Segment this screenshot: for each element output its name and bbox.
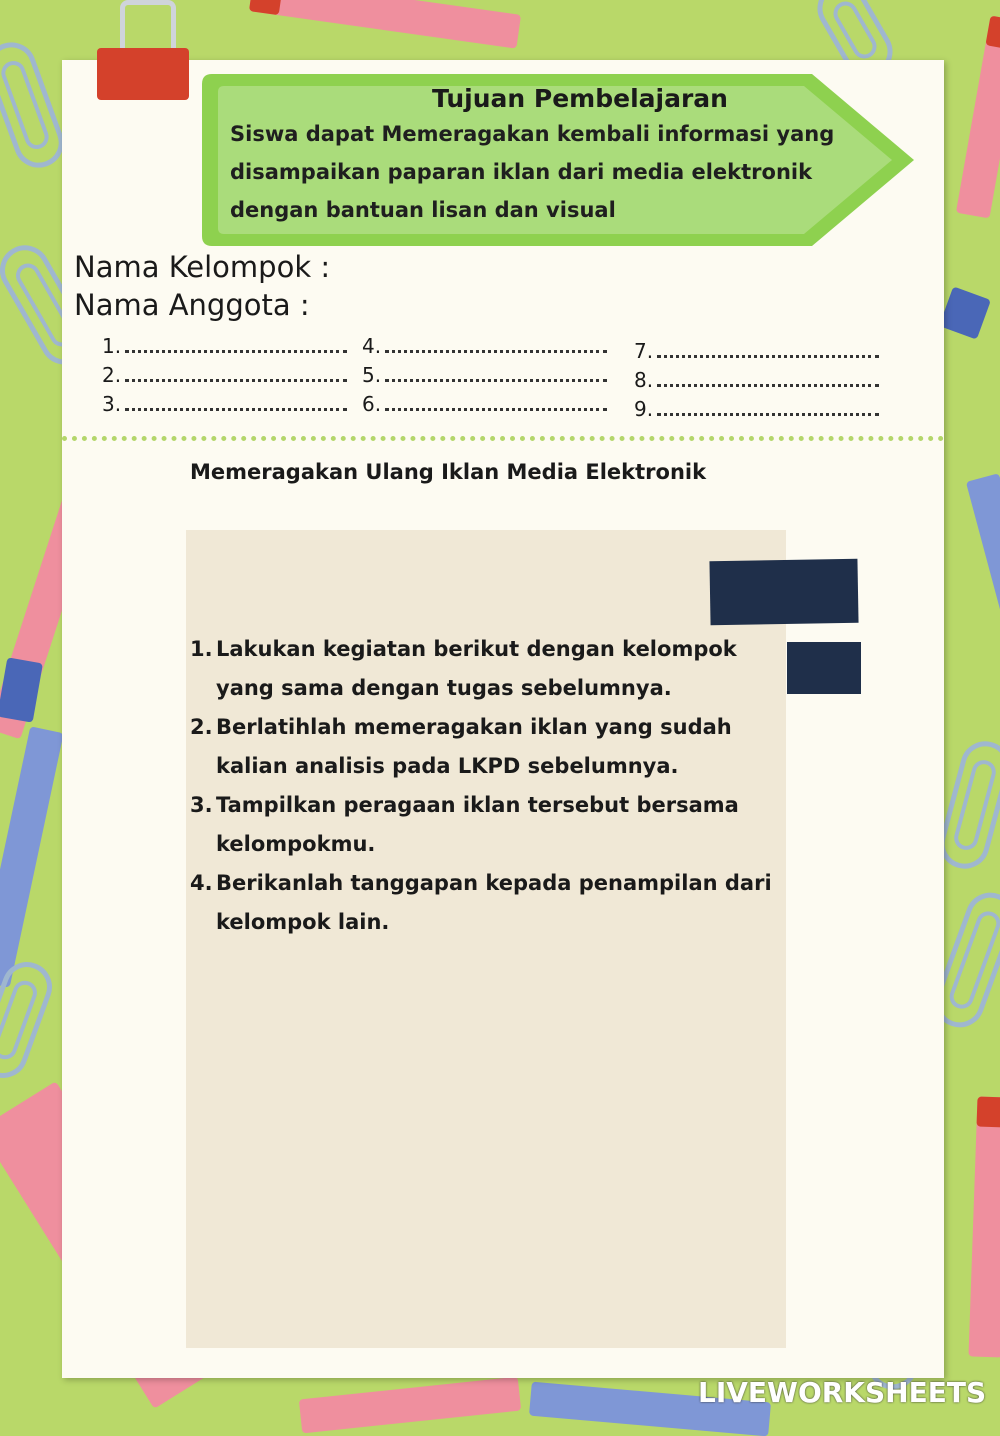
member-blank[interactable] (385, 336, 607, 353)
member-blank[interactable] (125, 394, 347, 411)
pencil-bottom-icon (299, 1377, 521, 1434)
step-text: Berikanlah tanggapan kepada penampilan dari kelompok lain. (216, 871, 772, 934)
step-item (190, 708, 800, 786)
step-text: Tampilkan peragaan iklan tersebut bersama kelompokmu. (216, 793, 739, 856)
group-name-label: Nama Kelompok : (74, 250, 331, 284)
member-row-8[interactable] (634, 368, 879, 392)
tape-strip-icon (709, 559, 858, 626)
member-row-5[interactable] (362, 363, 607, 387)
member-number: 7. (634, 339, 654, 363)
paper-clip-icon (0, 35, 71, 174)
section-divider (62, 436, 944, 441)
activity-title: Memeragakan Ulang Iklan Media Elektronik (190, 460, 707, 484)
binder-clip-left-icon (0, 657, 43, 722)
objective-content (230, 84, 910, 229)
group-members-label: Nama Anggota : (74, 288, 310, 322)
member-number: 1. (102, 334, 122, 358)
step-number: 3. (190, 793, 213, 817)
member-blank[interactable] (657, 341, 879, 358)
member-row-1[interactable] (102, 334, 347, 358)
member-blank[interactable] (657, 399, 879, 416)
binder-clip-right-icon (939, 286, 991, 339)
step-number: 2. (190, 715, 213, 739)
step-item (190, 786, 800, 864)
member-number: 3. (102, 392, 122, 416)
pencil-left-blue-icon (0, 726, 64, 987)
step-item (190, 630, 800, 708)
pencil-right-top-icon (956, 16, 1000, 219)
member-row-4[interactable] (362, 334, 607, 358)
binder-clip-icon (97, 48, 189, 100)
member-blank[interactable] (125, 336, 347, 353)
member-blank[interactable] (657, 370, 879, 387)
member-row-2[interactable] (102, 363, 347, 387)
step-number: 4. (190, 871, 213, 895)
member-number: 5. (362, 363, 382, 387)
member-row-6[interactable] (362, 392, 607, 416)
pencil-top-icon (249, 0, 521, 49)
member-number: 4. (362, 334, 382, 358)
member-blank[interactable] (385, 365, 607, 382)
objective-title: Tujuan Pembelajaran (432, 84, 728, 113)
pencil-right-bottom-icon (968, 1096, 1000, 1357)
member-number: 2. (102, 363, 122, 387)
paper-clip-icon (0, 955, 59, 1085)
activity-steps (190, 630, 800, 942)
member-number: 8. (634, 368, 654, 392)
step-text: Berlatihlah memeragakan iklan yang sudah kalian analisis pada LKPD sebelumnya. (216, 715, 732, 778)
member-number: 9. (634, 397, 654, 421)
member-row-7[interactable] (634, 339, 879, 363)
liveworksheets-brand[interactable]: LIVEWORKSHEETS (698, 1376, 987, 1409)
step-number: 1. (190, 637, 213, 661)
member-number: 6. (362, 392, 382, 416)
member-blank[interactable] (125, 365, 347, 382)
objective-body: Siswa dapat Memeragakan kembali informasi yang disampaikan paparan iklan dari media elektronik dengan bantuan lisan dan visual (230, 122, 835, 222)
member-row-3[interactable] (102, 392, 347, 416)
step-text: Lakukan kegiatan berikut dengan kelompok yang sama dengan tugas sebelumnya. (216, 637, 737, 700)
member-row-9[interactable] (634, 397, 879, 421)
step-item (190, 864, 800, 942)
note-torn-edge (186, 1340, 786, 1348)
member-blank[interactable] (385, 394, 607, 411)
